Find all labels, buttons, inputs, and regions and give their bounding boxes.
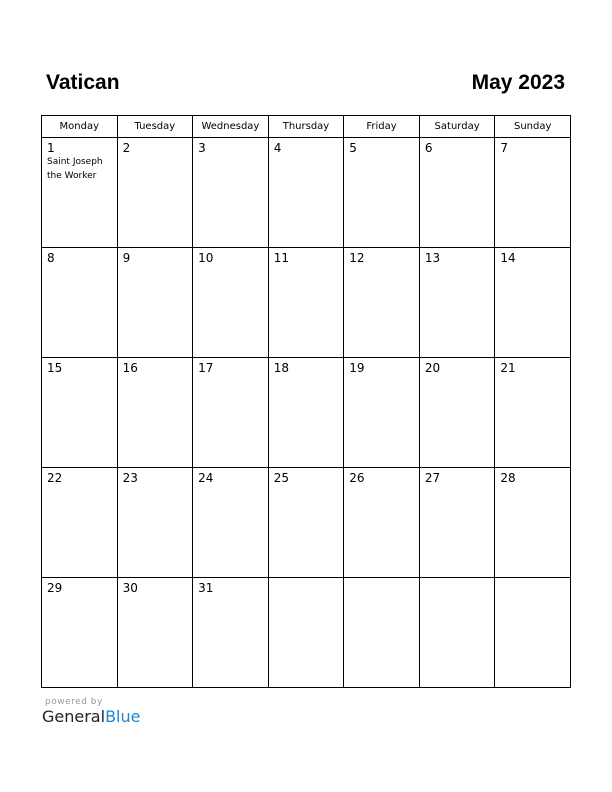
weekday-header: Tuesday [117,116,193,138]
weekday-header: Saturday [419,116,495,138]
day-number: 31 [198,581,214,595]
calendar-day-cell [42,358,118,468]
day-number: 6 [424,141,433,155]
day-number: 15 [47,361,63,375]
calendar-country-title: Vatican [46,71,120,94]
day-number: 3 [198,141,206,155]
day-number: 4 [273,141,282,155]
calendar-day-cell [419,358,495,468]
footer-branding [42,697,140,726]
day-number: 12 [349,251,365,265]
calendar-day-cell [193,248,269,358]
day-number: 14 [500,251,516,265]
day-number: 23 [122,471,138,485]
day-number: 18 [273,361,289,375]
weekday-header: Sunday [495,116,571,138]
calendar-day-cell [495,358,571,468]
calendar-week-row [42,248,571,358]
calendar-day-cell [268,358,344,468]
day-number: 17 [198,361,214,375]
brand-blue-text: Blue [105,707,141,726]
brand-general-text: General [42,707,106,726]
calendar-day-cell [117,138,193,248]
calendar-day-cell [344,578,420,688]
day-number: 25 [273,471,289,485]
calendar-day-cell [193,468,269,578]
day-number: 9 [122,251,131,265]
calendar-day-cell [268,468,344,578]
calendar-day-cell [495,248,571,358]
weekday-header-row [42,116,571,138]
day-number: 1 [47,141,55,155]
calendar-week-row [42,578,571,688]
calendar-day-cell [344,468,420,578]
calendar-day-cell [344,358,420,468]
calendar-day-cell [495,138,571,248]
calendar-day-cell [193,578,269,688]
calendar-day-cell [117,578,193,688]
generalblue-logo [42,707,140,726]
day-number: 7 [500,141,509,155]
calendar-grid [41,115,571,688]
calendar-day-cell [344,248,420,358]
day-number: 5 [349,141,357,155]
calendar-day-cell [117,358,193,468]
calendar-day-cell [268,248,344,358]
calendar-day-cell [495,468,571,578]
calendar-day-cell [117,248,193,358]
calendar-day-cell [495,578,571,688]
calendar-day-cell [419,468,495,578]
holiday-label: Saint Joseph the Worker [47,157,103,181]
calendar-month-title: May 2023 [471,71,565,94]
day-number: 27 [424,471,441,485]
calendar-day-cell [268,578,344,688]
day-number: 22 [47,471,63,485]
day-number: 30 [122,581,138,595]
day-number: 10 [198,251,214,265]
day-number: 21 [500,361,516,375]
day-number: 26 [349,471,365,485]
calendar-day-cell [117,468,193,578]
day-number: 24 [198,471,214,485]
calendar-day-cell [42,138,118,248]
day-number: 8 [47,251,55,265]
calendar-week-row [42,358,571,468]
calendar-day-cell [193,358,269,468]
powered-by-label: powered by [45,697,103,707]
weekday-header: Thursday [268,116,344,138]
weekday-header: Monday [42,116,118,138]
calendar-day-cell [42,248,118,358]
day-number: 29 [47,581,63,595]
calendar-day-cell [419,138,495,248]
calendar-day-cell [42,468,118,578]
weekday-header: Friday [344,116,420,138]
day-number: 28 [500,471,516,485]
day-number: 20 [424,361,441,375]
day-number: 19 [349,361,365,375]
day-number: 2 [122,141,131,155]
calendar-day-cell [193,138,269,248]
weekday-header: Wednesday [193,116,269,138]
calendar-day-cell [344,138,420,248]
day-number: 13 [424,251,441,265]
calendar-day-cell [268,138,344,248]
calendar-day-cell [419,248,495,358]
calendar-week-row [42,468,571,578]
calendar-day-cell [42,578,118,688]
calendar-day-cell [419,578,495,688]
day-number: 16 [122,361,138,375]
day-number: 11 [273,251,289,265]
calendar-week-row [42,138,571,248]
